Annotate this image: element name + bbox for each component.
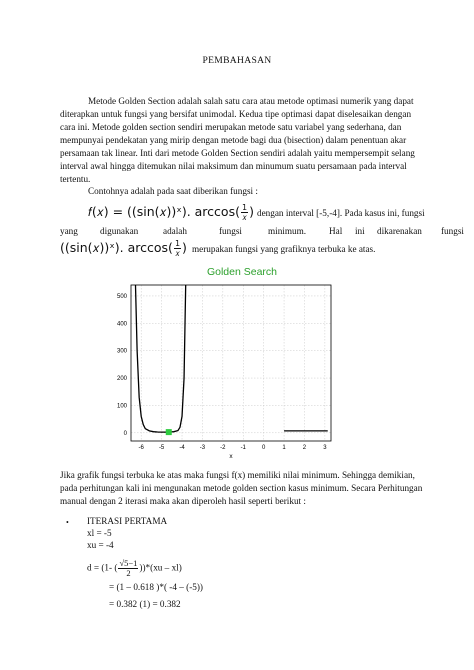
word: digunakan: [100, 226, 139, 236]
d-step-3: = 0.382 (1) = 0.382: [109, 599, 181, 609]
plot-background: [105, 279, 340, 461]
paragraph-line: diterapkan untuk fungsi yang bersifat unimodal. Kedua tipe optimasi dapat diselesaikan dengan: [60, 109, 412, 119]
fraction-numerator: √5−1: [119, 558, 138, 568]
x-tick-label: -3: [199, 445, 206, 451]
word: ini: [355, 226, 365, 236]
x-tick-label: 0: [261, 445, 266, 451]
iteration-title: ITERASI PERTAMA: [87, 516, 168, 526]
formula-close-paren: ): [249, 204, 254, 219]
x-tick-label: -5: [158, 445, 165, 451]
y-tick-label: 400: [116, 321, 127, 328]
d-suffix: ))*(xu – xl): [139, 562, 182, 573]
word: minimum.: [268, 226, 307, 236]
y-tick-label: 500: [116, 293, 127, 300]
xu-value: xu = -4: [87, 540, 114, 550]
golden-search-chart: [105, 279, 340, 461]
y-tick-label: 0: [123, 430, 127, 437]
d-step-2: = (1 – 0.618 )*( -4 – (-5)): [109, 582, 203, 592]
minimum-marker: [166, 429, 172, 435]
paragraph-line: manual dengan 2 iterasi maka akan diperoleh hasil seperti berikut :: [60, 496, 306, 506]
paragraph-line: mempunyai pendekatan yang mirip dengan metode bagi dua (bisection) dalam penentuan akar: [60, 135, 407, 145]
y-tick-label: 100: [116, 403, 127, 410]
fraction-denominator: 2: [126, 568, 131, 578]
fraction-denominator: 𝑥: [242, 213, 247, 222]
golden-ratio-fraction: [118, 559, 138, 578]
formula-main: [88, 203, 254, 222]
x-tick-label: 1: [282, 445, 286, 451]
fraction-numerator: 1: [174, 239, 181, 248]
y-tick-label: 200: [116, 376, 127, 383]
word: dikarenakan: [377, 226, 422, 236]
paragraph-line: interval awal hingga ditemukan nilai maksimum dan minumum suatu persamaan pada interval: [60, 161, 407, 171]
paragraph-line: tertentu.: [60, 174, 91, 184]
d-formula: [87, 559, 182, 578]
fraction-numerator: 1: [241, 203, 248, 212]
section-heading: PEMBAHASAN: [202, 55, 272, 66]
word: adalah: [163, 226, 187, 236]
x-tick-label: -6: [138, 445, 144, 451]
x-tick-label: -2: [220, 445, 226, 451]
x-tick-label: 3: [323, 445, 327, 451]
chart-title: Golden Search: [206, 266, 278, 278]
word: yang: [60, 226, 78, 236]
y-tick-label: 300: [116, 348, 127, 355]
word: fungsi: [441, 226, 464, 236]
bullet-icon: •: [66, 518, 69, 527]
paragraph-line: cara ini. Metode golden section sendiri merupakan metode satu variabel yang sederhana, dan: [60, 122, 402, 132]
word: fungsi: [219, 226, 242, 236]
formula-lhs: 𝑓(𝑥) = ((sin(𝑥))ˣ). arccos(: [88, 204, 240, 219]
example-intro: Contohnya adalah pada saat diberikan fungsi :: [88, 186, 258, 196]
xl-value: xl = -5: [87, 528, 112, 538]
x-axis-label: x: [229, 453, 233, 460]
formula-second: [60, 239, 187, 258]
d-prefix: d = (1- (: [87, 562, 118, 573]
x-tick-label: -4: [179, 445, 185, 451]
fraction-denominator: 𝑥: [175, 249, 180, 258]
formula-close-paren: ): [182, 240, 187, 255]
formula-fraction: [241, 203, 248, 222]
x-tick-label: -1: [240, 445, 246, 451]
paragraph-line: Metode Golden Section adalah salah satu cara atau metode optimasi numerik yang dapat: [88, 96, 414, 106]
word: Hal: [329, 226, 343, 236]
x-tick-label: 2: [302, 445, 307, 451]
formula-trailing-text: dengan interval [-5,-4]. Pada kasus ini, fungsi: [257, 208, 425, 218]
paragraph-line: persamaan tak linear. Inti dari metode Golden Section sendiri adalah yaitu mempersempit selang: [60, 148, 415, 158]
formula-trailing-text: merupakan fungsi yang grafiknya terbuka ke atas.: [192, 244, 376, 254]
formula-fraction: [174, 239, 181, 258]
paragraph-line: Jika grafik fungsi terbuka ke atas maka fungsi f(x) memiliki nilai minimum. Sehingga demikian,: [60, 470, 415, 480]
paragraph-line: pada perhitungan kali ini mengunakan metode golden section kasus minimum. Secara Perhitungan: [60, 483, 423, 493]
formula-lhs: ((sin(𝑥))ˣ). arccos(: [60, 240, 173, 255]
